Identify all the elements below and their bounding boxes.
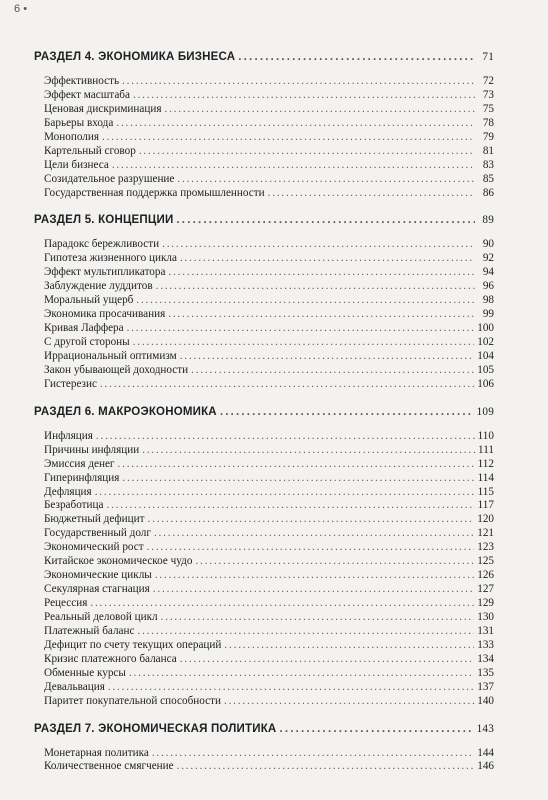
entry-title: Инфляция	[44, 429, 93, 442]
entry-page: 133	[477, 638, 494, 651]
toc-entry	[34, 653, 494, 667]
entry-title: Монополия	[44, 130, 99, 143]
entry-page: 105	[477, 363, 494, 376]
dot-leader	[162, 238, 475, 252]
dot-leader	[112, 159, 475, 173]
entry-title: Экономический рост	[44, 541, 144, 554]
entry-page: 140	[477, 694, 494, 707]
dot-leader	[168, 266, 475, 280]
entry-page: 75	[482, 102, 494, 115]
toc-section	[34, 404, 494, 709]
dot-leader	[118, 458, 475, 472]
entry-page: 144	[477, 746, 494, 759]
section-page: 109	[476, 405, 494, 418]
toc-entry	[34, 695, 494, 709]
dot-leader	[195, 555, 474, 569]
dot-leader	[224, 639, 474, 653]
toc-entry	[34, 322, 494, 336]
toc-entry	[34, 103, 494, 117]
entry-title: Причины инфляции	[44, 443, 140, 456]
toc-entry	[34, 173, 494, 187]
toc-entry	[34, 145, 494, 159]
toc-entry	[34, 336, 494, 350]
entry-title: Безработица	[44, 499, 104, 512]
entry-title: Иррациональный оптимизм	[44, 349, 177, 362]
dot-leader	[106, 499, 474, 513]
entry-page: 73	[482, 88, 494, 101]
dot-leader	[180, 350, 475, 364]
entry-title: С другой стороны	[44, 336, 130, 348]
entry-page: 137	[477, 680, 494, 693]
toc-entry	[34, 430, 494, 444]
toc-entry	[34, 611, 494, 625]
dot-leader	[153, 583, 474, 597]
toc-entry	[34, 187, 494, 201]
dot-leader	[152, 747, 474, 761]
entry-page: 131	[477, 624, 494, 637]
entry-title: Китайское экономическое чудо	[44, 555, 193, 568]
dot-leader	[95, 486, 475, 500]
entry-page: 127	[477, 583, 494, 596]
section-title: РАЗДЕЛ 4. ЭКОНОМИКА БИЗНЕСА	[34, 51, 236, 63]
entry-title: Реальный деловой цикл	[44, 610, 158, 623]
entry-title: Рецессия	[44, 597, 88, 609]
entry-title: Эмиссия денег	[44, 457, 115, 470]
entry-page: 85	[482, 172, 494, 185]
entry-page: 83	[482, 158, 494, 171]
toc-entry	[34, 513, 494, 527]
dot-leader	[129, 667, 474, 681]
toc-entry	[34, 364, 494, 378]
dot-leader	[133, 336, 475, 350]
dot-leader	[176, 212, 475, 228]
entry-title: Экономические циклы	[44, 569, 152, 582]
dot-leader	[279, 721, 473, 737]
toc-entry	[34, 747, 494, 761]
entry-page: 78	[482, 116, 494, 129]
entry-title: Дефицит по счету текущих операций	[44, 638, 222, 651]
section-title: РАЗДЕЛ 7. ЭКОНОМИЧЕСКАЯ ПОЛИТИКА	[34, 722, 277, 735]
entry-title: Монетарная политика	[44, 746, 149, 759]
toc-entry	[34, 378, 494, 392]
dot-leader	[220, 404, 474, 420]
entry-page: 123	[477, 541, 494, 554]
dot-leader	[133, 89, 475, 103]
toc-entry	[34, 569, 494, 583]
toc-entry	[34, 527, 494, 541]
dot-leader	[127, 322, 475, 336]
dot-leader	[156, 280, 475, 294]
dot-leader	[90, 597, 474, 611]
entry-title: Девальвация	[44, 680, 105, 693]
entry-page: 126	[477, 569, 494, 582]
entry-title: Эффект мультипликатора	[44, 266, 166, 279]
entry-title: Количественное смягчение	[44, 760, 174, 773]
dot-leader	[116, 117, 475, 131]
entry-page: 120	[477, 513, 494, 526]
toc-entry	[34, 308, 494, 322]
entry-page: 130	[477, 610, 494, 623]
toc-entry	[34, 597, 494, 611]
toc-entry	[34, 458, 494, 472]
entry-page: 90	[482, 238, 494, 251]
entry-page: 96	[482, 280, 494, 293]
dot-leader	[96, 430, 475, 444]
entry-title: Бюджетный дефицит	[44, 513, 145, 526]
entry-title: Заблуждение луддитов	[44, 280, 153, 293]
toc-entry	[34, 472, 494, 486]
dot-leader	[102, 131, 475, 145]
entry-page: 117	[477, 499, 494, 512]
entry-title: Платежный баланс	[44, 624, 135, 637]
toc-entry	[34, 499, 494, 513]
entry-title: Барьеры входа	[44, 116, 114, 129]
entry-title: Паритет покупательной способности	[44, 694, 221, 707]
entry-title: Кризис платежного баланса	[44, 652, 177, 665]
toc-entry	[34, 625, 494, 639]
section-page: 71	[482, 51, 494, 63]
entry-page: 125	[477, 555, 494, 568]
dot-leader	[161, 611, 475, 625]
table-of-contents	[34, 49, 494, 786]
page-number	[14, 3, 27, 15]
entry-page: 79	[482, 130, 494, 143]
entry-page: 92	[482, 252, 494, 265]
toc-entry	[34, 238, 494, 252]
toc-entry	[34, 117, 494, 131]
toc-entry	[34, 266, 494, 280]
entry-title: Секулярная стагнация	[44, 583, 150, 596]
toc-entry	[34, 280, 494, 294]
dot-leader	[180, 252, 475, 266]
dot-leader	[168, 308, 475, 322]
toc-entry	[34, 667, 494, 681]
entry-page: 114	[477, 471, 494, 484]
toc-entry	[34, 486, 494, 500]
page-marker: •	[23, 3, 28, 15]
entry-page: 72	[482, 75, 494, 87]
dot-leader	[148, 513, 475, 527]
dot-leader	[100, 378, 474, 392]
entry-title: Гипотеза жизненного цикла	[44, 252, 177, 265]
page-number-value: 6	[14, 3, 21, 15]
toc-entry	[34, 760, 494, 774]
entry-page: 102	[477, 336, 494, 348]
entry-page: 98	[482, 294, 494, 307]
dot-leader	[139, 145, 475, 159]
entry-page: 104	[477, 349, 494, 362]
entry-title: Обменные курсы	[44, 666, 126, 679]
toc-section	[34, 49, 494, 200]
entry-title: Эффект масштаба	[44, 88, 130, 101]
dot-leader	[142, 444, 475, 458]
dot-leader	[224, 695, 474, 709]
entry-title: Гистерезис	[44, 377, 97, 390]
entry-title: Экономика просачивания	[44, 308, 166, 321]
entry-page: 112	[477, 457, 494, 470]
dot-leader	[147, 541, 475, 555]
entry-page: 121	[477, 527, 494, 540]
entry-title: Эффективность	[44, 75, 120, 87]
dot-leader	[122, 472, 474, 486]
entry-title: Дефляция	[44, 485, 92, 498]
toc-entry	[34, 583, 494, 597]
toc-entry	[34, 159, 494, 173]
toc-entry	[34, 252, 494, 266]
toc-entry	[34, 541, 494, 555]
dot-leader	[136, 294, 475, 308]
dot-leader	[177, 173, 475, 187]
dot-leader	[191, 364, 474, 378]
entry-page: 115	[477, 485, 494, 498]
dot-leader	[155, 569, 474, 583]
dot-leader	[164, 103, 475, 117]
section-title: РАЗДЕЛ 6. МАКРОЭКОНОМИКА	[34, 405, 217, 418]
section-page: 89	[482, 214, 494, 227]
section-heading	[34, 212, 494, 228]
dot-leader	[180, 653, 475, 667]
entry-page: 129	[477, 597, 494, 609]
section-title: РАЗДЕЛ 5. КОНЦЕПЦИИ	[34, 214, 174, 227]
toc-section	[34, 721, 494, 775]
toc-entry	[34, 555, 494, 569]
entry-page: 99	[482, 308, 494, 321]
section-page: 143	[476, 722, 494, 735]
entry-title: Моральный ущерб	[44, 294, 134, 307]
dot-leader	[238, 49, 475, 65]
entry-page: 81	[482, 144, 494, 157]
entry-page: 106	[477, 377, 494, 390]
dot-leader	[137, 625, 474, 639]
entry-title: Ценовая дискриминация	[44, 102, 162, 115]
toc-section	[34, 212, 494, 391]
entry-page: 94	[482, 266, 494, 279]
entry-title: Кривая Лаффера	[44, 322, 124, 335]
entry-page: 111	[478, 443, 494, 456]
toc-entry	[34, 294, 494, 308]
dot-leader	[268, 187, 475, 201]
entry-title: Государственная поддержка промышленности	[44, 186, 265, 199]
entry-title: Картельный сговор	[44, 144, 136, 157]
entry-title: Гиперинфляция	[44, 471, 120, 484]
entry-title: Закон убывающей доходности	[44, 363, 189, 376]
entry-title: Парадокс бережливости	[44, 238, 160, 251]
entry-title: Созидательное разрушение	[44, 172, 175, 185]
dot-leader	[154, 527, 474, 541]
entry-page: 134	[477, 652, 494, 665]
toc-entry	[34, 681, 494, 695]
toc-entry	[34, 131, 494, 145]
section-heading	[34, 49, 494, 65]
entry-page: 86	[482, 186, 494, 199]
section-heading	[34, 404, 494, 420]
entry-title: Государственный долг	[44, 527, 151, 540]
entry-page: 110	[477, 429, 494, 442]
section-heading	[34, 721, 494, 737]
toc-entry	[34, 639, 494, 653]
entry-page: 146	[477, 760, 494, 773]
entry-page: 100	[477, 322, 494, 335]
toc-entry	[34, 444, 494, 458]
dot-leader	[108, 681, 474, 695]
entry-title: Цели бизнеса	[44, 158, 109, 171]
toc-entry	[34, 75, 494, 89]
dot-leader	[122, 75, 475, 89]
dot-leader	[177, 760, 475, 774]
entry-page: 135	[477, 666, 494, 679]
toc-entry	[34, 89, 494, 103]
toc-entry	[34, 350, 494, 364]
